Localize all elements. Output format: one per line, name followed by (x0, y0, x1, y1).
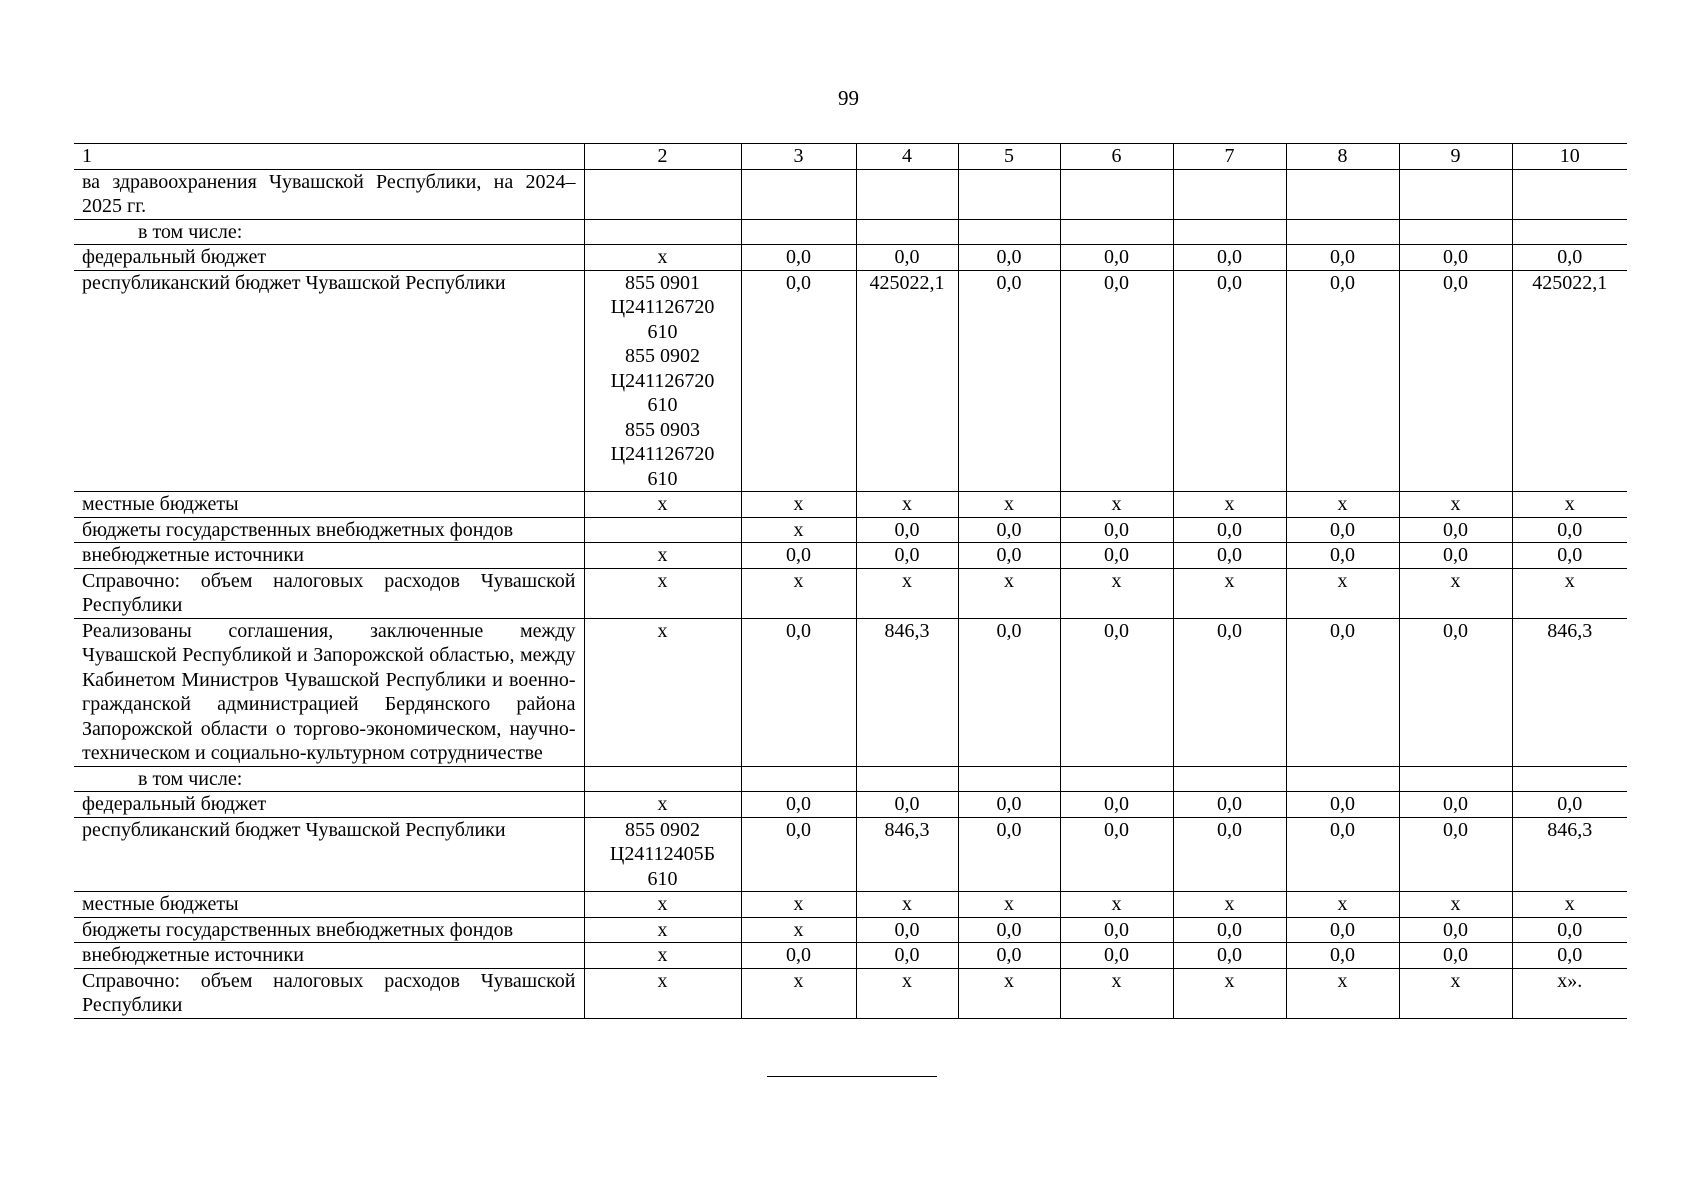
table-cell-col-2 (584, 219, 741, 245)
table-cell-col-9: 0,0 (1399, 917, 1512, 943)
table-cell-col-10: 0,0 (1512, 245, 1627, 271)
table-cell-col-4: х (856, 492, 958, 518)
table-cell-col-5: х (958, 568, 1060, 618)
table-cell-col-6: 0,0 (1060, 917, 1173, 943)
table-cell-col-10: х». (1512, 968, 1627, 1018)
table-cell-col-2: х (584, 492, 741, 518)
table-cell-col-3: 0,0 (741, 792, 856, 818)
table-cell-col-7: 0,0 (1173, 618, 1286, 766)
table-cell-col-10: 0,0 (1512, 792, 1627, 818)
table-row (74, 245, 1627, 271)
table-cell-col-5 (958, 219, 1060, 245)
table-cell-col-4: 0,0 (856, 543, 958, 569)
table-cell-col-7 (1173, 169, 1286, 219)
table-cell-col-2: 2 (584, 144, 741, 170)
table-cell-col-4: 0,0 (856, 943, 958, 969)
table-cell-col-7: 0,0 (1173, 543, 1286, 569)
table-cell-col-10: 10 (1512, 144, 1627, 170)
table-cell-col-10: 0,0 (1512, 517, 1627, 543)
table-row (74, 517, 1627, 543)
table-cell-col-4 (856, 219, 958, 245)
table-cell-col-5: 0,0 (958, 817, 1060, 892)
table-cell-col-7: х (1173, 568, 1286, 618)
table-cell-col-5: 0,0 (958, 543, 1060, 569)
table-cell-col-8: 0,0 (1286, 543, 1399, 569)
table-cell-col-7 (1173, 766, 1286, 792)
table-cell-col-7: 0,0 (1173, 817, 1286, 892)
table-body (74, 144, 1627, 1019)
table-cell-col-9: х (1399, 892, 1512, 918)
table-cell-col-5: 0,0 (958, 943, 1060, 969)
table-cell-col-3 (741, 766, 856, 792)
table-cell-col-6: х (1060, 892, 1173, 918)
row-label-cell: федеральный бюджет (74, 792, 584, 818)
table-cell-col-10: х (1512, 568, 1627, 618)
row-label-cell: Справочно: объем налоговых расходов Чувашской Республики (74, 568, 584, 618)
table-row (74, 270, 1627, 492)
table-cell-col-8: х (1286, 968, 1399, 1018)
table-cell-col-9: 0,0 (1399, 270, 1512, 492)
row-label-cell: внебюджетные источники (74, 543, 584, 569)
table-cell-col-8: 0,0 (1286, 817, 1399, 892)
table-cell-col-9: 0,0 (1399, 245, 1512, 271)
table-cell-col-4 (856, 766, 958, 792)
table-cell-col-5: 5 (958, 144, 1060, 170)
table-cell-col-3 (741, 219, 856, 245)
table-cell-col-3: 0,0 (741, 817, 856, 892)
table-cell-col-8: 8 (1286, 144, 1399, 170)
row-label-cell: в том числе: (74, 219, 584, 245)
table-cell-col-4: 4 (856, 144, 958, 170)
table-cell-col-8: 0,0 (1286, 917, 1399, 943)
table-cell-col-8: х (1286, 892, 1399, 918)
table-cell-col-7: 0,0 (1173, 792, 1286, 818)
table-cell-col-2: 855 0901 Ц241126720 610 855 0902 Ц241126720 610 855 0903 Ц241126720 610 (584, 270, 741, 492)
table-cell-col-9 (1399, 219, 1512, 245)
table-cell-col-2: х (584, 792, 741, 818)
table-header-row (74, 144, 1627, 170)
table-cell-col-6: х (1060, 968, 1173, 1018)
table-cell-col-5 (958, 169, 1060, 219)
table-cell-col-3: 0,0 (741, 618, 856, 766)
table-cell-col-2 (584, 766, 741, 792)
table-cell-col-10 (1512, 766, 1627, 792)
table-cell-col-2: 855 0902 Ц24112405Б 610 (584, 817, 741, 892)
table-cell-col-6 (1060, 219, 1173, 245)
table-row (74, 817, 1627, 892)
table-cell-col-5: х (958, 892, 1060, 918)
table-cell-col-8: х (1286, 568, 1399, 618)
row-label-cell: в том числе: (74, 766, 584, 792)
table-cell-col-7: х (1173, 892, 1286, 918)
table-cell-col-5: 0,0 (958, 517, 1060, 543)
table-cell-col-4: х (856, 892, 958, 918)
table-cell-col-6: 0,0 (1060, 817, 1173, 892)
table-cell-col-9: х (1399, 968, 1512, 1018)
table-row (74, 892, 1627, 918)
table-cell-col-2: х (584, 968, 741, 1018)
row-label-cell: Реализованы соглашения, заключенные между Чувашской Республикой и Запорожской областью, между Кабинетом Министров Чувашской Республики и военно-гражданской администрацией Бердянского района Запорожской области о торгово-экономическом, научно-техническом и социально-культурном сотрудничестве (74, 618, 584, 766)
table-cell-col-8: 0,0 (1286, 792, 1399, 818)
table-cell-col-8: 0,0 (1286, 245, 1399, 271)
table-cell-col-2 (584, 169, 741, 219)
row-label-cell: республиканский бюджет Чувашской Республики (74, 817, 584, 892)
row-label-cell: федеральный бюджет (74, 245, 584, 271)
table-cell-col-8: 0,0 (1286, 618, 1399, 766)
table-row (74, 618, 1627, 766)
table-cell-col-7: х (1173, 968, 1286, 1018)
table-cell-col-3: х (741, 892, 856, 918)
table-cell-col-6 (1060, 766, 1173, 792)
page-number: 99 (838, 86, 859, 110)
table-cell-col-2: х (584, 917, 741, 943)
table-cell-col-9 (1399, 169, 1512, 219)
table-row (74, 543, 1627, 569)
table-cell-col-6: 0,0 (1060, 245, 1173, 271)
table-cell-col-8: 0,0 (1286, 943, 1399, 969)
table-cell-col-5: 0,0 (958, 270, 1060, 492)
table-cell-col-6: х (1060, 492, 1173, 518)
table-row (74, 943, 1627, 969)
table-cell-col-10 (1512, 169, 1627, 219)
table-cell-col-9: 0,0 (1399, 543, 1512, 569)
row-label-cell: местные бюджеты (74, 892, 584, 918)
table-cell-col-10: 846,3 (1512, 618, 1627, 766)
row-label-cell: Справочно: объем налоговых расходов Чувашской Республики (74, 968, 584, 1018)
table-cell-col-5: х (958, 968, 1060, 1018)
row-label-cell: внебюджетные источники (74, 943, 584, 969)
table-cell-col-7: 0,0 (1173, 517, 1286, 543)
table-cell-col-3: х (741, 968, 856, 1018)
row-label-cell: ва здравоохранения Чувашской Республики, на 2024–2025 гг. (74, 169, 584, 219)
table-cell-col-3: 0,0 (741, 270, 856, 492)
footer-rule (767, 1076, 937, 1077)
table-cell-col-9: 0,0 (1399, 792, 1512, 818)
table-cell-col-7: 0,0 (1173, 917, 1286, 943)
table-cell-col-10: 0,0 (1512, 943, 1627, 969)
table-cell-col-9: х (1399, 568, 1512, 618)
table-cell-col-7: 0,0 (1173, 270, 1286, 492)
table-row (74, 568, 1627, 618)
table-cell-col-4: х (856, 568, 958, 618)
table-cell-col-8: х (1286, 492, 1399, 518)
table-row (74, 968, 1627, 1018)
table-cell-col-9 (1399, 766, 1512, 792)
table-cell-col-9: 0,0 (1399, 618, 1512, 766)
table-cell-col-2: х (584, 245, 741, 271)
table-cell-col-10: 0,0 (1512, 917, 1627, 943)
table-cell-col-6: 0,0 (1060, 792, 1173, 818)
table-cell-col-6: 6 (1060, 144, 1173, 170)
table-cell-col-4: 846,3 (856, 817, 958, 892)
table-cell-col-10: 425022,1 (1512, 270, 1627, 492)
table-row (74, 492, 1627, 518)
table-cell-col-3: х (741, 917, 856, 943)
table-cell-col-10 (1512, 219, 1627, 245)
table-cell-col-10: 846,3 (1512, 817, 1627, 892)
table-cell-col-2: х (584, 892, 741, 918)
table-cell-col-6 (1060, 169, 1173, 219)
row-label-cell: бюджеты государственных внебюджетных фондов (74, 917, 584, 943)
table-cell-col-5: х (958, 492, 1060, 518)
table-cell-col-3: х (741, 517, 856, 543)
table-row (74, 219, 1627, 245)
budget-table (74, 143, 1627, 1019)
table-cell-col-3: 3 (741, 144, 856, 170)
table-row (74, 169, 1627, 219)
table-cell-col-4: 0,0 (856, 517, 958, 543)
table-cell-col-7: 0,0 (1173, 245, 1286, 271)
table-row (74, 917, 1627, 943)
table-cell-col-3: 0,0 (741, 943, 856, 969)
table-cell-col-10: х (1512, 892, 1627, 918)
table-cell-col-6: 0,0 (1060, 943, 1173, 969)
table-cell-col-2: х (584, 943, 741, 969)
table-cell-col-9: 0,0 (1399, 517, 1512, 543)
table-cell-col-6: 0,0 (1060, 270, 1173, 492)
table-cell-col-7: 7 (1173, 144, 1286, 170)
table-cell-col-4 (856, 169, 958, 219)
table-row (74, 766, 1627, 792)
table-cell-col-6: 0,0 (1060, 517, 1173, 543)
table-cell-col-10: 0,0 (1512, 543, 1627, 569)
table-cell-col-8 (1286, 766, 1399, 792)
table-cell-col-4: х (856, 968, 958, 1018)
table-cell-col-2 (584, 517, 741, 543)
table-cell-col-2: х (584, 543, 741, 569)
table-cell-col-9: х (1399, 492, 1512, 518)
table-cell-col-7: х (1173, 492, 1286, 518)
table-cell-col-5: 0,0 (958, 917, 1060, 943)
row-label-cell: местные бюджеты (74, 492, 584, 518)
table-cell-col-3: х (741, 492, 856, 518)
table-cell-col-5: 0,0 (958, 245, 1060, 271)
table-cell-col-2: х (584, 618, 741, 766)
table-cell-col-3: 0,0 (741, 543, 856, 569)
table-cell-col-6: 0,0 (1060, 543, 1173, 569)
table-cell-col-5 (958, 766, 1060, 792)
row-label-cell: бюджеты государственных внебюджетных фондов (74, 517, 584, 543)
table-cell-col-3: 0,0 (741, 245, 856, 271)
table-cell-col-3 (741, 169, 856, 219)
table-cell-col-2: х (584, 568, 741, 618)
table-cell-col-4: 425022,1 (856, 270, 958, 492)
table-cell-col-4: 0,0 (856, 245, 958, 271)
row-label-cell: республиканский бюджет Чувашской Республики (74, 270, 584, 492)
table-cell-col-9: 0,0 (1399, 943, 1512, 969)
table-cell-col-5: 0,0 (958, 792, 1060, 818)
table-cell-col-8: 0,0 (1286, 517, 1399, 543)
table-cell-col-8 (1286, 219, 1399, 245)
table-cell-col-5: 0,0 (958, 618, 1060, 766)
table-cell-col-9: 9 (1399, 144, 1512, 170)
table-cell-col-6: х (1060, 568, 1173, 618)
table-cell-col-8 (1286, 169, 1399, 219)
table-cell-col-4: 846,3 (856, 618, 958, 766)
table-cell-col-10: х (1512, 492, 1627, 518)
table-cell-col-7 (1173, 219, 1286, 245)
table-cell-col-3: х (741, 568, 856, 618)
table-cell-col-9: 0,0 (1399, 817, 1512, 892)
table-cell-col-4: 0,0 (856, 917, 958, 943)
table-cell-col-7: 0,0 (1173, 943, 1286, 969)
table-cell-col-4: 0,0 (856, 792, 958, 818)
table-cell-col-8: 0,0 (1286, 270, 1399, 492)
table-row (74, 792, 1627, 818)
row-label-cell: 1 (74, 144, 584, 170)
table-cell-col-6: 0,0 (1060, 618, 1173, 766)
